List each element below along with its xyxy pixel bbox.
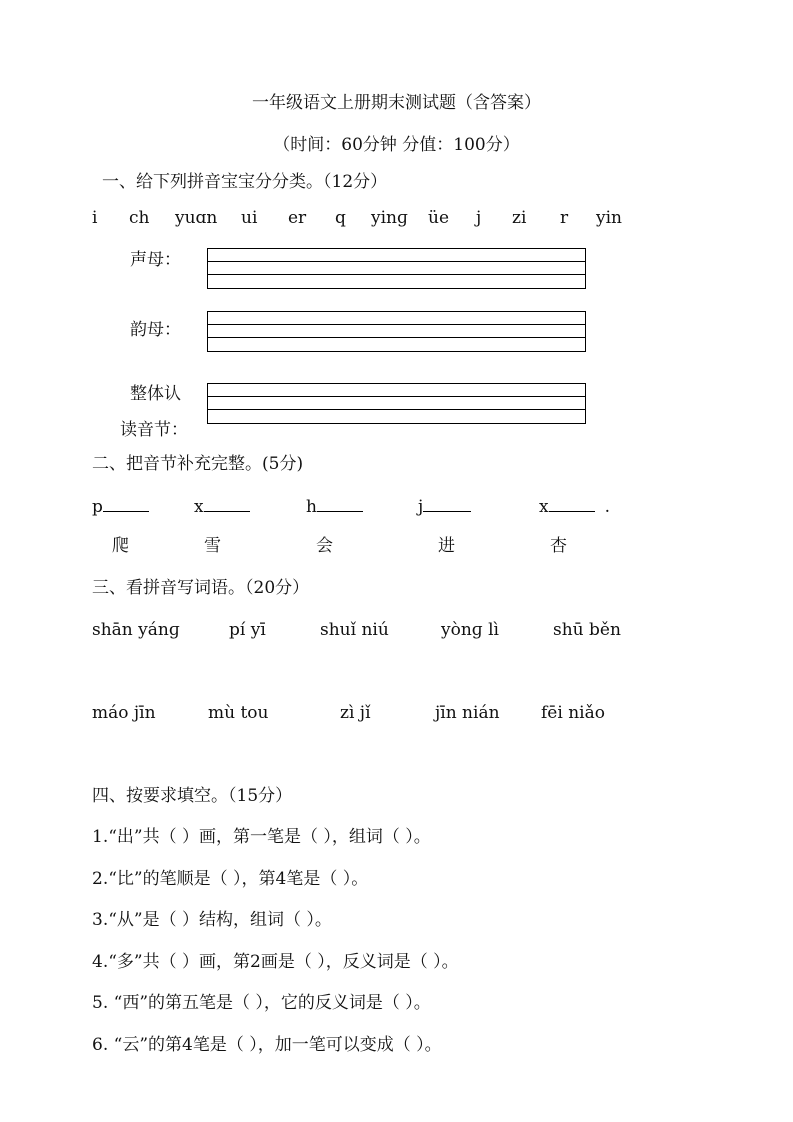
zhengti-label-line2: 读音节： (120, 420, 188, 440)
answer-blank[interactable] (549, 495, 595, 512)
hanzi-char: 雪 (204, 536, 221, 556)
syllable-blank (194, 495, 250, 517)
shengmu-label: 声母： (130, 250, 181, 270)
yunmu-writing-lines[interactable] (207, 311, 586, 352)
answer-blank[interactable] (317, 495, 363, 512)
hanzi-char: 进 (438, 536, 455, 556)
syllable-prefix: p (92, 497, 103, 517)
hanzi-char: 爬 (112, 536, 129, 556)
syllable-blank (418, 495, 471, 517)
answer-blank[interactable] (204, 495, 250, 512)
pinyin-letter: zi (512, 208, 527, 228)
pinyin-letter: i (92, 208, 98, 228)
fill-in-question: 6. “云”的第4笔是（ ），加一笔可以变成（ ）。 (92, 1035, 442, 1055)
pinyin-word: máo jīn (92, 703, 156, 723)
syllable-prefix: j (418, 497, 424, 517)
syllable-blank (92, 495, 149, 517)
fill-in-question: 4.“多”共（ ）画，第2画是（ ），反义词是（ ）。 (92, 952, 459, 972)
syllable-blank (306, 495, 363, 517)
shengmu-writing-lines[interactable] (207, 248, 586, 289)
syllable-prefix: h (306, 497, 317, 517)
pinyin-word: yònɡ lì (441, 620, 499, 640)
syllable-prefix: x (194, 497, 204, 517)
section1-heading: 一、给下列拼音宝宝分分类。（12分） (102, 172, 388, 192)
syllable-blank (539, 495, 610, 517)
pinyin-letter: r (560, 208, 569, 228)
fill-in-question: 1.“出”共（ ）画，第一笔是（ ），组词（ ）。 (92, 827, 431, 847)
fill-in-question: 3.“从”是（ ）结构，组词（ ）。 (92, 910, 332, 930)
page-subtitle: （时间：60分钟 分值：100分） (273, 135, 520, 155)
pinyin-word: zì jǐ (340, 703, 371, 723)
yunmu-label: 韵母： (130, 320, 181, 340)
pinyin-word: shān yánɡ (92, 620, 180, 640)
pinyin-word: jīn nián (435, 703, 500, 723)
pinyin-letter: q (335, 208, 346, 228)
fill-in-question: 5. “西”的第五笔是（ ），它的反义词是（ ）。 (92, 993, 431, 1013)
zhengti-writing-lines[interactable] (207, 383, 586, 424)
pinyin-word: fēi niǎo (541, 703, 605, 723)
pinyin-letter: ch (129, 208, 150, 228)
pinyin-word: mù tou (208, 703, 269, 723)
pinyin-letter: j (476, 208, 482, 228)
hanzi-char: 杏 (550, 536, 567, 556)
answer-blank[interactable] (103, 495, 149, 512)
section3-heading: 三、看拼音写词语。（20分） (92, 578, 310, 598)
pinyin-letter: yuɑn (175, 208, 218, 228)
pinyin-letter: üe (428, 208, 450, 228)
hanzi-char: 会 (316, 536, 333, 556)
syllable-prefix: x (539, 497, 549, 517)
fill-in-question: 2.“比”的笔顺是（ ），第4笔是（ ）。 (92, 869, 369, 889)
section2-heading: 二、把音节补充完整。(5分) (92, 454, 304, 474)
answer-blank[interactable] (423, 495, 471, 512)
pinyin-word: shū běn (553, 620, 621, 640)
section4-heading: 四、按要求填空。（15分） (92, 786, 293, 806)
pinyin-letter: ui (241, 208, 258, 228)
pinyin-letter: er (288, 208, 307, 228)
pinyin-letter: yinɡ (371, 208, 408, 228)
pinyin-word: pí yī (229, 620, 266, 640)
page-title: 一年级语文上册期末测试题（含答案） (252, 93, 541, 113)
pinyin-letter: yin (596, 208, 622, 228)
end-mark: . (604, 497, 610, 517)
pinyin-word: shuǐ niú (320, 620, 389, 640)
zhengti-label-line1: 整体认 (130, 384, 181, 404)
